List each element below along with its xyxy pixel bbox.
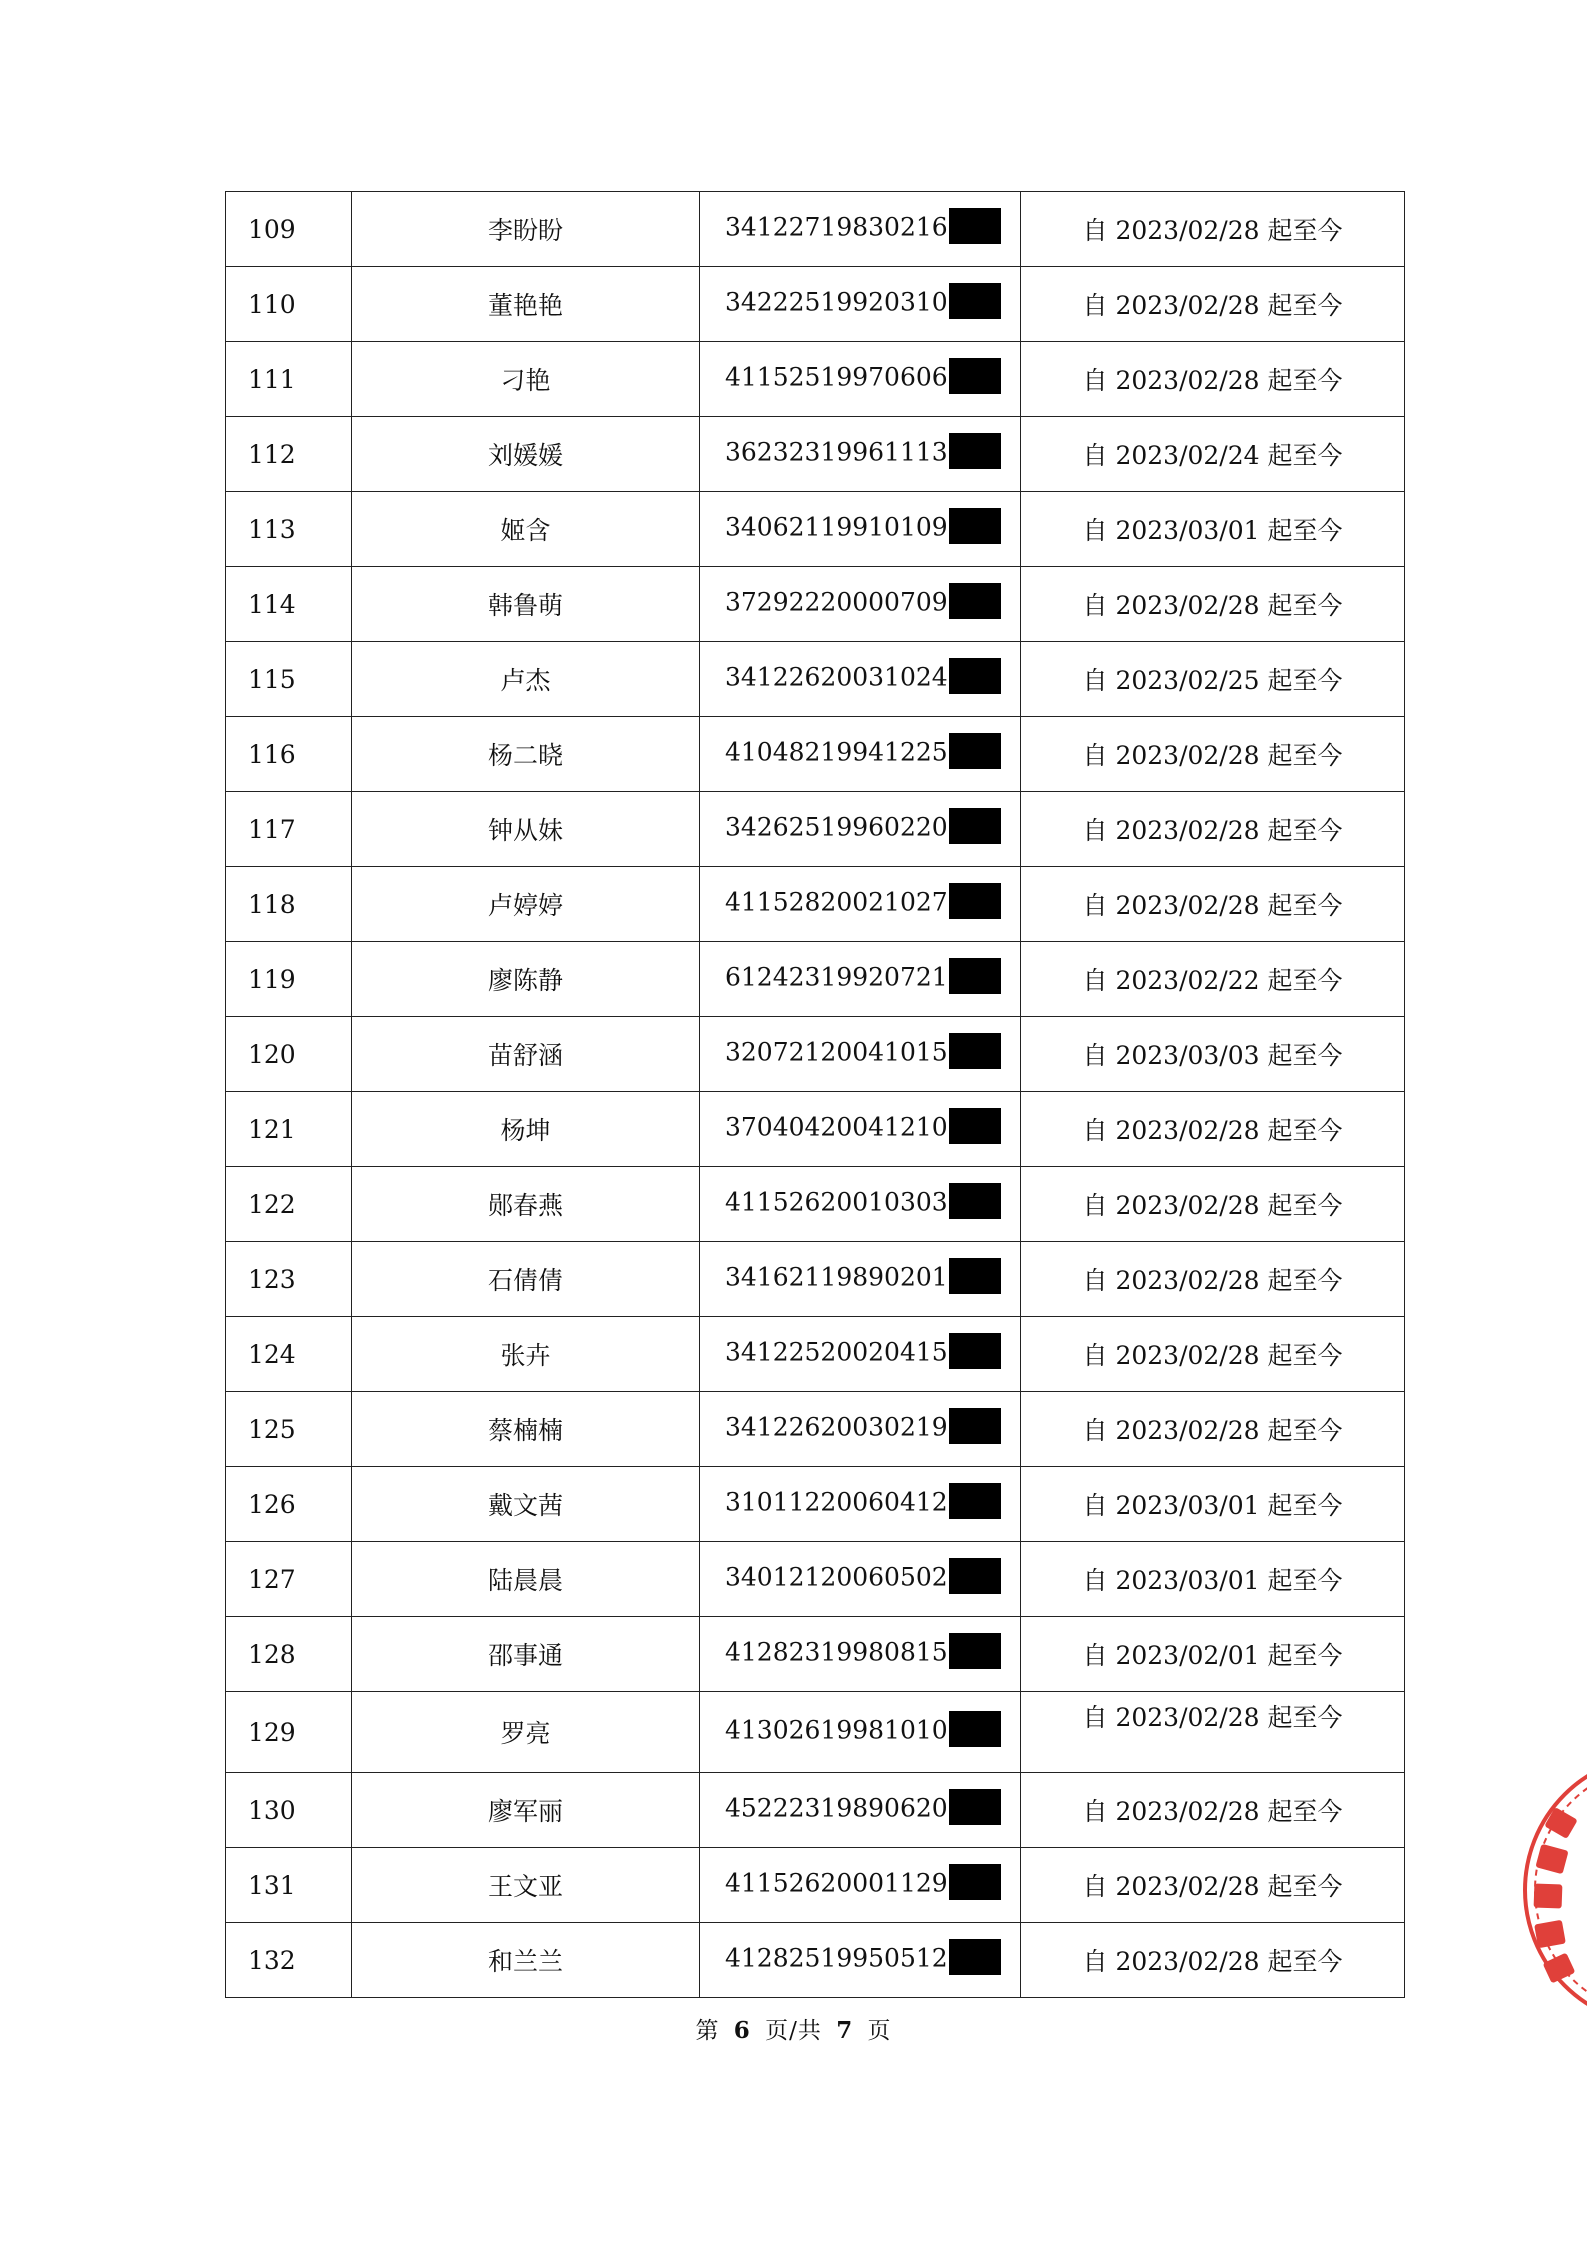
id-number: 41152620001129 — [725, 1868, 948, 1898]
table-row — [226, 1467, 1405, 1542]
employment-period: 自 2023/02/28 起至今 — [1021, 1773, 1405, 1848]
person-name: 杨坤 — [352, 1092, 700, 1167]
employment-period: 自 2023/02/28 起至今 — [1021, 267, 1405, 342]
employment-period: 自 2023/02/28 起至今 — [1021, 1317, 1405, 1392]
person-name: 罗亮 — [352, 1692, 700, 1773]
person-name: 郧春燕 — [352, 1167, 700, 1242]
row-number: 120 — [226, 1017, 352, 1092]
redaction-block — [949, 1633, 1001, 1669]
employment-period: 自 2023/02/24 起至今 — [1021, 417, 1405, 492]
employment-period: 自 2023/02/01 起至今 — [1021, 1617, 1405, 1692]
id-number-cell — [700, 342, 1021, 417]
person-name: 廖陈静 — [352, 942, 700, 1017]
footer-middle: 页/共 — [765, 2018, 822, 2044]
row-number: 130 — [226, 1773, 352, 1848]
row-number: 125 — [226, 1392, 352, 1467]
person-name: 姬含 — [352, 492, 700, 567]
page-footer — [0, 2012, 1587, 2045]
table-row — [226, 192, 1405, 267]
table-row — [226, 942, 1405, 1017]
redaction-block — [949, 658, 1001, 694]
id-number-cell — [700, 1392, 1021, 1467]
row-number: 128 — [226, 1617, 352, 1692]
id-number-cell — [700, 1692, 1021, 1773]
row-number: 118 — [226, 867, 352, 942]
id-number-cell — [700, 1467, 1021, 1542]
redaction-block — [949, 958, 1001, 994]
red-seal-icon — [1510, 1740, 1587, 2040]
redaction-block — [949, 733, 1001, 769]
table-row — [226, 1317, 1405, 1392]
table-row — [226, 1017, 1405, 1092]
id-number-cell — [700, 867, 1021, 942]
id-number: 41282519950512 — [725, 1943, 948, 1973]
id-number: 36232319961113 — [725, 437, 948, 467]
redaction-block — [949, 1789, 1001, 1825]
redaction-block — [949, 508, 1001, 544]
id-number-cell — [700, 417, 1021, 492]
employment-period: 自 2023/02/22 起至今 — [1021, 942, 1405, 1017]
id-number: 34262519960220 — [725, 812, 948, 842]
id-number-cell — [700, 267, 1021, 342]
table-row — [226, 717, 1405, 792]
row-number: 122 — [226, 1167, 352, 1242]
employment-period: 自 2023/02/28 起至今 — [1021, 1242, 1405, 1317]
id-number-cell — [700, 717, 1021, 792]
redaction-block — [949, 1258, 1001, 1294]
id-number: 37040420041210 — [725, 1112, 948, 1142]
table-row — [226, 1092, 1405, 1167]
id-number-cell — [700, 1017, 1021, 1092]
redaction-block — [949, 283, 1001, 319]
table-row — [226, 267, 1405, 342]
id-number-cell — [700, 492, 1021, 567]
employment-period: 自 2023/03/03 起至今 — [1021, 1017, 1405, 1092]
table-row — [226, 417, 1405, 492]
person-name: 苗舒涵 — [352, 1017, 700, 1092]
table-row — [226, 1773, 1405, 1848]
employment-period: 自 2023/02/28 起至今 — [1021, 1692, 1405, 1773]
row-number: 124 — [226, 1317, 352, 1392]
footer-total-pages: 7 — [836, 2017, 854, 2044]
row-number: 132 — [226, 1923, 352, 1998]
redaction-block — [949, 1483, 1001, 1519]
id-number: 41048219941225 — [725, 737, 948, 767]
row-number: 126 — [226, 1467, 352, 1542]
id-number-cell — [700, 1923, 1021, 1998]
redaction-block — [949, 1408, 1001, 1444]
redaction-block — [949, 1183, 1001, 1219]
table-row — [226, 1848, 1405, 1923]
table-row — [226, 567, 1405, 642]
id-number-cell — [700, 1242, 1021, 1317]
employment-period: 自 2023/03/01 起至今 — [1021, 492, 1405, 567]
employment-period: 自 2023/02/28 起至今 — [1021, 792, 1405, 867]
person-name: 刘媛媛 — [352, 417, 700, 492]
person-name: 石倩倩 — [352, 1242, 700, 1317]
id-number: 31011220060412 — [725, 1487, 948, 1517]
employment-period: 自 2023/02/28 起至今 — [1021, 1092, 1405, 1167]
footer-page-number: 6 — [733, 2017, 751, 2044]
row-number: 117 — [226, 792, 352, 867]
person-name: 卢杰 — [352, 642, 700, 717]
person-name: 戴文茜 — [352, 1467, 700, 1542]
roster-table — [225, 191, 1405, 1998]
person-name: 董艳艳 — [352, 267, 700, 342]
row-number: 114 — [226, 567, 352, 642]
id-number: 34122620031024 — [725, 662, 948, 692]
employment-period: 自 2023/02/28 起至今 — [1021, 1392, 1405, 1467]
id-number: 41152620010303 — [725, 1187, 948, 1217]
table-row — [226, 867, 1405, 942]
redaction-block — [949, 1108, 1001, 1144]
row-number: 109 — [226, 192, 352, 267]
table-row — [226, 1923, 1405, 1998]
row-number: 115 — [226, 642, 352, 717]
employment-period: 自 2023/02/28 起至今 — [1021, 342, 1405, 417]
person-name: 陆晨晨 — [352, 1542, 700, 1617]
redaction-block — [949, 1333, 1001, 1369]
redaction-block — [949, 1939, 1001, 1975]
person-name: 李盼盼 — [352, 192, 700, 267]
id-number: 34012120060502 — [725, 1562, 948, 1592]
seal-text-marks — [1534, 1807, 1578, 1983]
id-number-cell — [700, 1848, 1021, 1923]
person-name: 韩鲁萌 — [352, 567, 700, 642]
employment-period: 自 2023/03/01 起至今 — [1021, 1542, 1405, 1617]
row-number: 110 — [226, 267, 352, 342]
id-number: 41152820021027 — [725, 887, 948, 917]
row-number: 111 — [226, 342, 352, 417]
employment-period: 自 2023/03/01 起至今 — [1021, 1467, 1405, 1542]
employment-period: 自 2023/02/28 起至今 — [1021, 1167, 1405, 1242]
id-number: 34162119890201 — [725, 1262, 948, 1292]
id-number: 37292220000709 — [725, 587, 948, 617]
redaction-block — [949, 433, 1001, 469]
row-number: 112 — [226, 417, 352, 492]
row-number: 127 — [226, 1542, 352, 1617]
row-number: 113 — [226, 492, 352, 567]
row-number: 116 — [226, 717, 352, 792]
person-name: 廖军丽 — [352, 1773, 700, 1848]
row-number: 123 — [226, 1242, 352, 1317]
id-number-cell — [700, 792, 1021, 867]
row-number: 131 — [226, 1848, 352, 1923]
id-number-cell — [700, 1092, 1021, 1167]
id-number: 32072120041015 — [725, 1037, 948, 1067]
employment-period: 自 2023/02/28 起至今 — [1021, 867, 1405, 942]
id-number-cell — [700, 1167, 1021, 1242]
id-number: 34062119910109 — [725, 512, 948, 542]
row-number: 129 — [226, 1692, 352, 1773]
redaction-block — [949, 808, 1001, 844]
row-number: 119 — [226, 942, 352, 1017]
id-number-cell — [700, 1773, 1021, 1848]
employment-period: 自 2023/02/28 起至今 — [1021, 717, 1405, 792]
person-name: 王文亚 — [352, 1848, 700, 1923]
row-number: 121 — [226, 1092, 352, 1167]
person-name: 邵事通 — [352, 1617, 700, 1692]
person-name: 刁艳 — [352, 342, 700, 417]
redaction-block — [949, 1864, 1001, 1900]
table-row — [226, 1242, 1405, 1317]
table-row — [226, 1617, 1405, 1692]
table-row — [226, 492, 1405, 567]
person-name: 杨二晓 — [352, 717, 700, 792]
id-number: 41152519970606 — [725, 362, 948, 392]
footer-prefix: 第 — [695, 2018, 720, 2044]
id-number: 41282319980815 — [725, 1637, 948, 1667]
redaction-block — [949, 1033, 1001, 1069]
roster-body — [226, 192, 1405, 1998]
person-name: 蔡楠楠 — [352, 1392, 700, 1467]
employment-period: 自 2023/02/28 起至今 — [1021, 1848, 1405, 1923]
employment-period: 自 2023/02/25 起至今 — [1021, 642, 1405, 717]
person-name: 卢婷婷 — [352, 867, 700, 942]
id-number-cell — [700, 1542, 1021, 1617]
employment-period: 自 2023/02/28 起至今 — [1021, 192, 1405, 267]
table-row — [226, 1392, 1405, 1467]
id-number: 34122719830216 — [725, 212, 948, 242]
employment-period: 自 2023/02/28 起至今 — [1021, 567, 1405, 642]
id-number: 34122520020415 — [725, 1337, 948, 1367]
id-number: 41302619981010 — [725, 1715, 948, 1745]
id-number-cell — [700, 942, 1021, 1017]
redaction-block — [949, 358, 1001, 394]
redaction-block — [949, 1711, 1001, 1747]
table-row — [226, 1167, 1405, 1242]
redaction-block — [949, 1558, 1001, 1594]
id-number: 61242319920721 — [725, 962, 948, 992]
table-row — [226, 342, 1405, 417]
id-number-cell — [700, 1617, 1021, 1692]
table-row — [226, 1542, 1405, 1617]
footer-suffix: 页 — [867, 2018, 892, 2044]
id-number-cell — [700, 642, 1021, 717]
id-number-cell — [700, 192, 1021, 267]
id-number-cell — [700, 1317, 1021, 1392]
table-row — [226, 1692, 1405, 1773]
redaction-block — [949, 583, 1001, 619]
table-row — [226, 642, 1405, 717]
employment-period: 自 2023/02/28 起至今 — [1021, 1923, 1405, 1998]
redaction-block — [949, 883, 1001, 919]
person-name: 钟从妹 — [352, 792, 700, 867]
id-number: 34222519920310 — [725, 287, 948, 317]
id-number: 34122620030219 — [725, 1412, 948, 1442]
id-number: 45222319890620 — [725, 1793, 948, 1823]
person-name: 和兰兰 — [352, 1923, 700, 1998]
redaction-block — [949, 208, 1001, 244]
id-number-cell — [700, 567, 1021, 642]
table-row — [226, 792, 1405, 867]
person-name: 张卉 — [352, 1317, 700, 1392]
